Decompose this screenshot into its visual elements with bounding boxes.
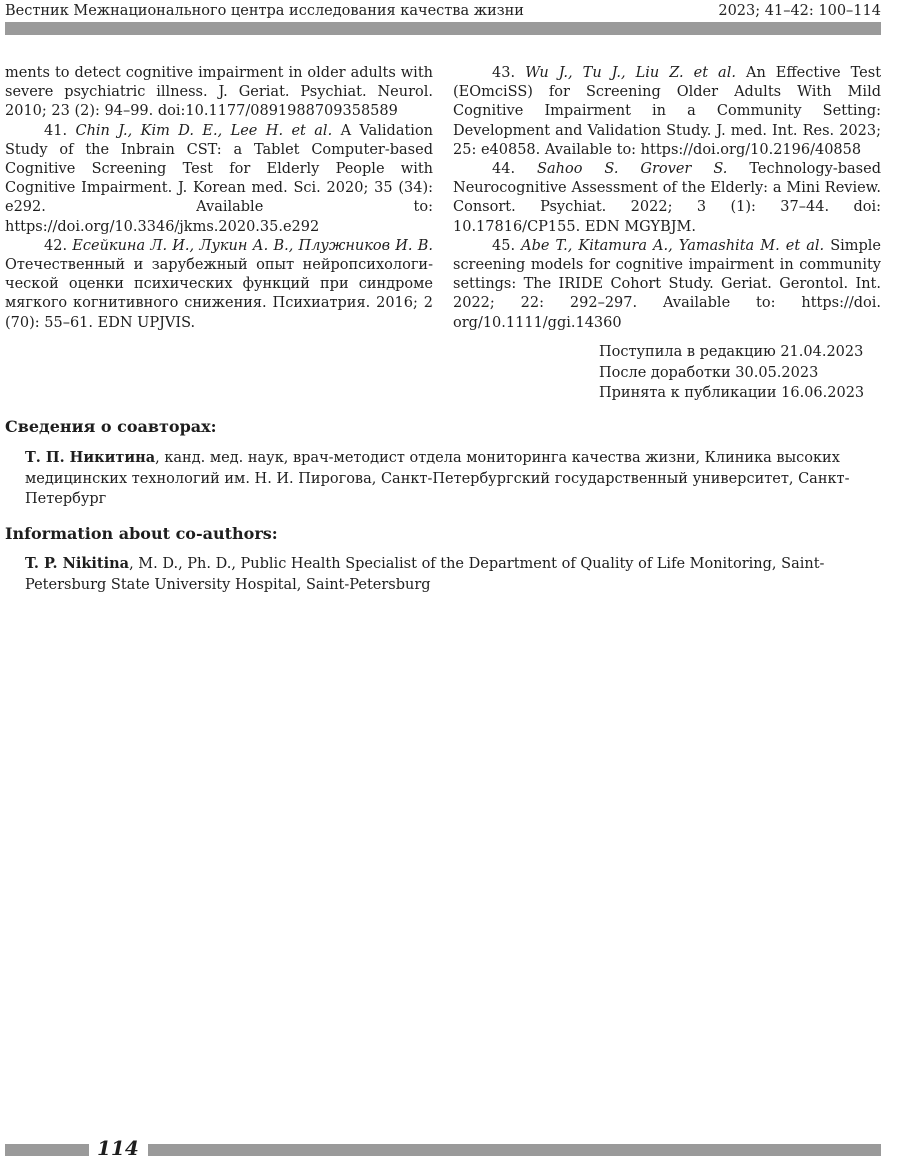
reference-text: A Validation Study of the Inbrain CST: a Tablet Computer-based Cognitive Screening Test for Elderly People with Cognitive Impairment. J. Korean med. Sci. 2020; 35 (34): e292. Available to: https://doi.org/10.3346/jkms.2020.35.e292 — [5, 122, 434, 235]
header-rule — [5, 22, 881, 35]
submission-dates — [599, 342, 889, 404]
coauthor-ru-info — [25, 448, 865, 510]
coauthor-name: Т. П. Никитина — [25, 449, 156, 466]
reference-text: Technology-based Neurocognitive Assessment of the Elderly: a Mini Review. Consort. Psychiat. 2022; 3 (1): 37–44. doi: 10.17816/CP155. EDN MGYBJM. — [453, 161, 881, 235]
reference-text: ments to detect cognitive impairment in older adults with severe psychiatric illness. J. Geriat. Psychiat. Neurol. 2010; 23 (2): 94–99. doi:10.1177/0891988709358589 — [5, 65, 433, 120]
coauthors-ru-title: Сведения о соавторах: — [5, 417, 217, 436]
reference-42 — [5, 237, 433, 333]
reference-number: 41. — [44, 122, 68, 139]
coauthor-en-info — [25, 554, 865, 595]
reference-authors: Abe T., Kitamura A., Yamashita M. et al. — [521, 237, 825, 254]
reference-text: Simple screening models for cognitive impairment in community settings: The IRIDE Cohort Study. Geriat. Gerontol. Int. 2022; 22: 292–297. Available to: https://doi. org/10.1111/ggi.14360 — [453, 237, 882, 331]
reference-45 — [453, 237, 881, 333]
left-column — [5, 64, 433, 333]
page-number: 114 — [97, 1136, 139, 1160]
coauthor-details: , M. D., Ph. D., Public Health Specialist of the Department of Quality of Life Monitoring, Saint-Petersburg State University Hospital, Saint-Petersburg — [25, 556, 825, 593]
right-column — [453, 64, 881, 333]
reference-44 — [453, 160, 881, 237]
reference-authors: Chin J., Kim D. E., Lee H. et al. — [75, 122, 333, 139]
issue-info: 2023; 41–42: 100–114 — [718, 3, 881, 19]
reference-authors: Wu J., Tu J., Liu Z. et al. — [525, 65, 736, 81]
reference-text: An Effective Test (EOmciSS) for Screening Older Adults With Mild Cognitive Impairment in a Community Setting: Development and Validation Study. J. med. Int. Res. 2023; 25: e40858. Available to: https://doi.org/10.2196/40858 — [453, 65, 882, 158]
reference-number: 43. — [492, 65, 516, 81]
reference-41 — [5, 122, 433, 237]
reference-authors: Sahoo S. Grover S. — [537, 161, 728, 178]
revised-date: После доработки 30.05.2023 — [599, 364, 819, 381]
journal-title: Вестник Межнационального центра исследования качества жизни — [5, 3, 524, 19]
coauthor-details: , канд. мед. наук, врач-методист отдела мониторинга качества жизни, Клиника высоких медицинских технологий им. Н. И. Пирогова, Санкт-Петербургский государственный университет, Санкт-Петербург — [25, 450, 850, 507]
reference-number: 42. — [44, 237, 68, 254]
reference-number: 44. — [492, 161, 516, 178]
reference-43 — [453, 64, 881, 160]
received-date: Поступила в редакцию 21.04.2023 — [599, 344, 864, 360]
running-header — [5, 0, 881, 22]
reference-number: 45. — [492, 237, 516, 254]
reference-authors: Есейкина Л. И., Лукин А. В., Плужников И. В. — [72, 237, 434, 254]
coauthor-name: T. P. Nikitina — [25, 555, 130, 572]
reference-text: Отечественный и зарубежный опыт нейропсихологической оценки психических функций при синдроме мягкого когнитивного снижения. Психиатрия. 2016; 2 (70): 55–61. EDN UPJVIS. — [5, 257, 433, 331]
reference-40-tail — [5, 64, 433, 122]
accepted-date: Принята к публикации 16.06.2023 — [599, 385, 865, 401]
coauthors-en-title: Information about co-authors: — [5, 524, 278, 543]
footer-rule-left — [5, 1144, 89, 1156]
footer-rule — [148, 1144, 881, 1156]
